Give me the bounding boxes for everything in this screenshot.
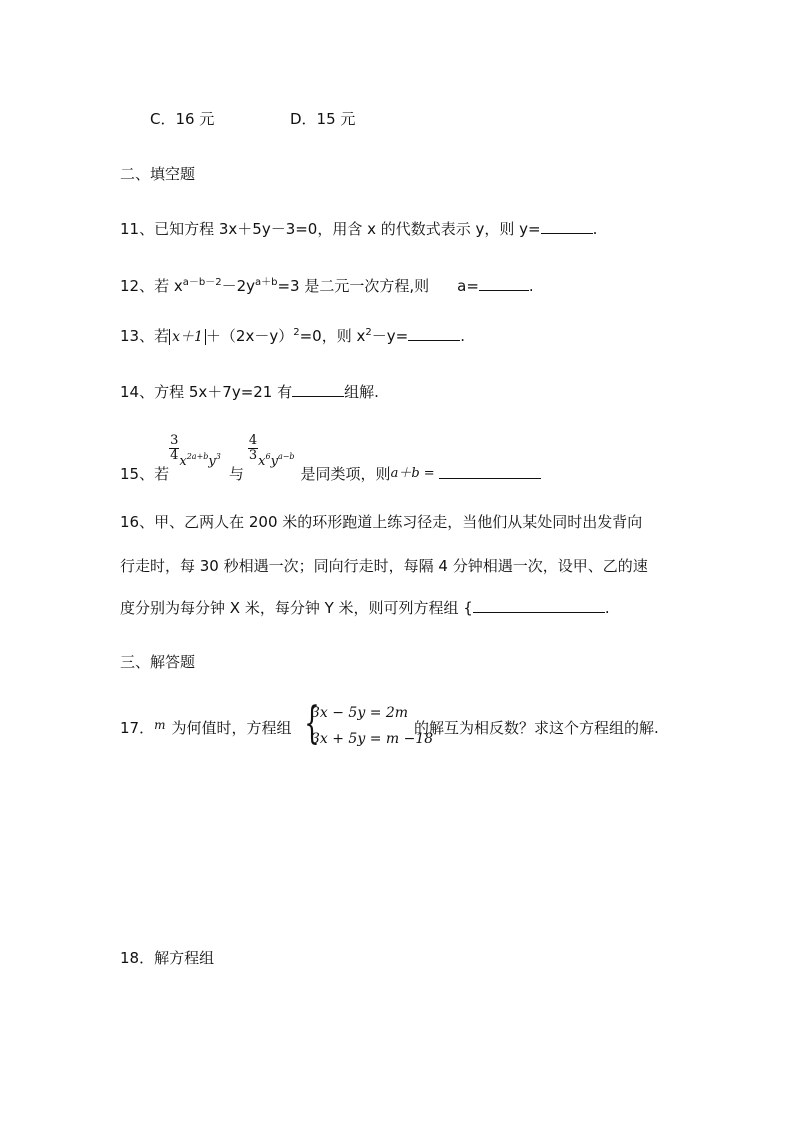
q17-equation-2: 3x + 5y = m −18 xyxy=(311,731,434,747)
question-13 xyxy=(120,326,465,349)
question-17-pre xyxy=(120,718,292,739)
q12-pre: 12、若 x xyxy=(120,277,183,295)
q15-blank[interactable] xyxy=(439,464,541,479)
q12-tail: . xyxy=(528,277,534,295)
q12-exp2: a＋b xyxy=(255,277,278,288)
question-18: 18．解方程组 xyxy=(120,949,215,967)
question-11 xyxy=(120,219,597,239)
choice-d: D．15 元 xyxy=(290,110,356,128)
q17-system-brace: { xyxy=(304,698,320,749)
q17-pre: 17． xyxy=(120,719,155,737)
q13-square-2: 2 xyxy=(365,327,372,338)
q16-l3-text: 度分别为每分钟 X 米，每分钟 Y 米，则可列方程组 { xyxy=(120,599,473,617)
q15-frac1-den: 4 xyxy=(170,448,179,463)
question-16-line-1: 16、甲、乙两人在 200 米的环形跑道上练习径走，当他们从某处同时出发背向 xyxy=(120,513,643,531)
q15-mid: 与 xyxy=(228,465,244,483)
q15-pre: 15、若 xyxy=(120,465,170,483)
q13-mid: ＋（2x－y） xyxy=(205,327,294,345)
q15-frac2-num: 4 xyxy=(248,433,258,448)
question-16-line-3 xyxy=(120,598,610,618)
q15-term-y2: y xyxy=(270,454,278,469)
q15-term-y1: y xyxy=(208,454,216,469)
q15-exp-x1: 2a+b xyxy=(186,452,209,461)
q12-exp1: a－b－2 xyxy=(182,277,222,288)
q11-tail: . xyxy=(592,220,598,238)
q15-exp-y2: a−b xyxy=(277,452,295,461)
q12-post: =3 是二元一次方程,则 xyxy=(277,277,430,295)
q15-fraction-1 xyxy=(169,434,179,463)
q12-ans-label: a= xyxy=(457,277,479,295)
q15-frac2-den: 3 xyxy=(248,448,258,463)
question-14 xyxy=(120,382,379,402)
q12-mid: －2y xyxy=(221,277,255,295)
q15-post: 是同类项，则 xyxy=(300,465,391,483)
q15-frac1-num: 3 xyxy=(170,433,179,448)
section-title-fill-in: 二、填空题 xyxy=(120,165,196,183)
q14-post: 组解. xyxy=(344,383,379,401)
q15-exp-y1: 3 xyxy=(215,452,221,461)
question-16-line-2: 行走时，每 30 秒相遇一次；同向行走时，每隔 4 分钟相遇一次，设甲、乙的速 xyxy=(120,557,648,575)
q17-equation-1: 3x − 5y = 2m xyxy=(311,705,409,721)
q13-tail: . xyxy=(460,327,465,345)
q11-text: 11、已知方程 3x＋5y－3=0，用含 x 的代数式表示 y，则 y= xyxy=(120,220,541,238)
q15-expr: a＋b = xyxy=(390,466,435,481)
section-title-solve: 三、解答题 xyxy=(120,653,196,671)
q13-blank[interactable] xyxy=(408,326,460,341)
q15-term-x1: x xyxy=(179,454,187,469)
q17-post: 的解互为相反数？求这个方程组的解. xyxy=(414,719,659,737)
q15-term-x2: x xyxy=(258,454,266,469)
q13-abs-value: x＋1 xyxy=(169,329,206,345)
q15-fraction-2 xyxy=(248,434,258,463)
q13-square: 2 xyxy=(293,327,300,338)
q17-mid: 为何值时，方程组 xyxy=(171,719,292,737)
q16-tail: . xyxy=(604,599,610,617)
q13-pre: 13、若 xyxy=(120,327,170,345)
q15-exp-x2: 6 xyxy=(265,452,271,461)
q14-pre: 14、方程 5x＋7y=21 有 xyxy=(120,383,293,401)
q11-blank[interactable] xyxy=(541,219,593,234)
q13-post2: －y= xyxy=(371,327,409,345)
question-15 xyxy=(120,434,541,491)
choice-c: C．16 元 xyxy=(150,110,215,128)
q12-blank[interactable] xyxy=(479,276,529,291)
q17-m: m xyxy=(154,718,166,732)
q16-blank[interactable] xyxy=(473,598,605,613)
q14-blank[interactable] xyxy=(292,382,344,397)
q13-post: =0，则 x xyxy=(299,327,366,345)
question-12 xyxy=(120,276,534,299)
